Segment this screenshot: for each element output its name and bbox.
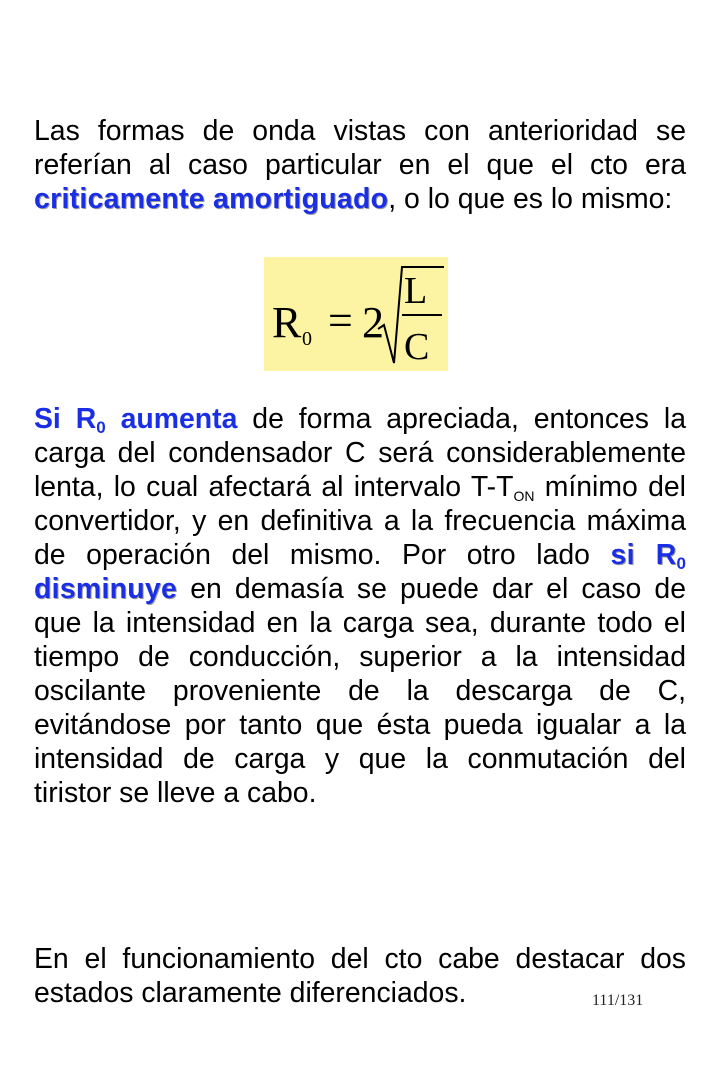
analysis-text-3: en demasía se puede dar el caso de que la intensidad en la carga sea, durante todo el tiempo de conducción, superior a la intensidad oscilante proveniente de la descarga de C, evitándose por tanto que ésta pueda igualar a la intensidad de carga y que la conmutación del tiristor se lleve a cabo. xyxy=(34,573,686,809)
formula-numerator: L xyxy=(404,270,428,312)
formula-r0-equation xyxy=(264,257,448,371)
formula-lhs: R xyxy=(272,298,302,347)
intro-text-end: , o lo que es lo mismo: xyxy=(388,183,673,215)
r0-increase-label: Si R xyxy=(34,403,97,435)
r0-increase-sub: 0 xyxy=(96,418,106,437)
page-number: 111/131 xyxy=(592,992,644,1009)
r0-decrease-label: si R xyxy=(610,539,677,571)
analysis-text-1: de forma apreciada, entonces la carga del condensador C será considerablemente lenta, lo cual afectará al intervalo T-T xyxy=(34,403,687,503)
paragraph-conclusion xyxy=(34,942,686,1010)
critically-damped-highlight: criticamente amortiguado xyxy=(34,183,389,215)
conclusion-text: En el funcionamiento del cto cabe destacar dos estados claramente diferenciados. xyxy=(34,943,686,1009)
formula-denominator: C xyxy=(404,326,430,368)
analysis-text-2: mínimo del convertidor, y en definitiva a la frecuencia máxima de operación del mismo. Por otro lado xyxy=(34,471,686,571)
intro-text: Las formas de onda vistas con anterioridad se referían al caso particular en el que el cto era xyxy=(34,115,686,181)
r0-decrease-sub: 0 xyxy=(676,554,686,573)
formula-coefficient: 2 xyxy=(362,298,384,347)
formula-lhs-sub: 0 xyxy=(302,328,312,350)
ton-sub: ON xyxy=(513,488,535,504)
formula-box xyxy=(264,257,448,371)
decrease-word: disminuye xyxy=(34,573,178,605)
paragraph-intro xyxy=(34,114,686,216)
formula-equals: = xyxy=(328,296,353,345)
paragraph-analysis xyxy=(34,402,686,810)
increase-word: aumenta xyxy=(105,403,238,435)
